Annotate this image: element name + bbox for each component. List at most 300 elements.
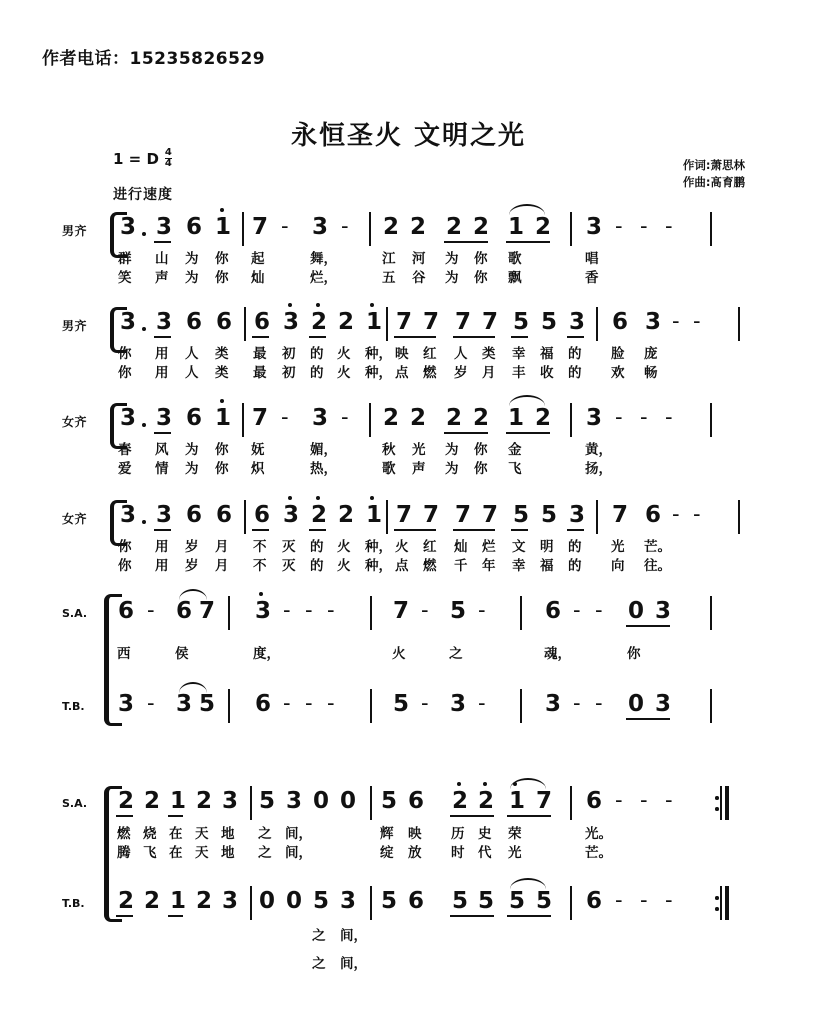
lyric-syllable: 的 [310,539,324,555]
lyric-syllable: 灿 [454,539,468,555]
lyric-syllable: 向 [611,558,625,574]
lyric-syllable: 地 [221,826,235,842]
lyric-syllable: 火 [392,646,406,662]
voice-label-tb-2: T.B. [62,897,85,910]
note: 3 [340,888,357,914]
beam [506,432,550,434]
lyric-syllable: 在 [169,826,183,842]
note: 6 [216,309,233,335]
barline [570,886,572,920]
lyric-syllable: 之 [449,646,463,662]
repeat-thick-line [725,886,729,920]
note: 2 [473,214,490,240]
time-signature [165,148,172,169]
note: 0 [313,788,330,814]
lyric-syllable: 年 [482,558,496,574]
barline [570,786,572,820]
time-denominator: 4 [164,158,172,169]
author-phone: 作者电话：15235826529 [42,49,266,69]
voice-label-male-2: 男齐 [62,319,88,333]
lyric-syllable: 月 [482,365,496,381]
barline [570,212,572,246]
lyric-syllable: 史 [478,826,492,842]
note: 6 [586,888,603,914]
note: 7 [482,502,499,528]
lyric-syllable: 类 [215,346,229,362]
lyric-syllable: 庞 [644,346,658,362]
note: 7 [612,502,629,528]
lyric-syllable: 初 [282,346,296,362]
voice-label-female-1: 女齐 [62,415,88,429]
note: - [421,598,429,622]
lyric-syllable: 炽 [251,461,265,477]
lyric-syllable: 地 [221,845,235,861]
barline [369,212,371,246]
note: 3 [545,691,562,717]
note: - [478,598,486,622]
note: 2 [446,214,463,240]
voice-label-sa-2: S.A. [62,797,87,810]
barline [370,689,372,723]
note: 3 [655,598,672,624]
note: 7 [536,788,553,814]
repeat-thin-line [720,786,722,820]
note: - [281,405,289,429]
note: 2 [196,788,213,814]
beam [626,625,670,627]
note: 1 [215,405,232,431]
note: - [615,788,623,812]
beam [309,529,326,531]
barline [570,403,572,437]
note: 3 [586,214,603,240]
repeat-dot [715,907,719,911]
lyric-syllable: 你 [215,270,229,286]
lyric-syllable: 用 [155,539,169,555]
lyric-syllable: 燃 [117,826,131,842]
note: 6 [254,502,271,528]
note: - [421,691,429,715]
lyric-syllable: 初 [282,365,296,381]
beam [394,529,436,531]
beam [626,718,670,720]
note: 5 [509,888,526,914]
lyric-syllable: 光。 [585,826,612,842]
note: 2 [478,788,495,814]
note: - [665,888,673,912]
barline [244,307,246,341]
note: - [640,888,648,912]
voice-label-sa-1: S.A. [62,607,87,620]
barline [596,307,598,341]
beam [444,432,488,434]
lyric-syllable: 灭 [282,558,296,574]
note: 5 [513,502,530,528]
lyric-syllable: 声 [155,270,169,286]
note: - [693,502,701,526]
lyric-syllable: 代 [478,845,492,861]
lyric-syllable: 情 [155,461,169,477]
barline [370,886,372,920]
lyric-syllable: 最 [253,346,267,362]
lyric-syllable: 往。 [644,558,671,574]
lyric-syllable: 种， [365,558,392,574]
lyric-syllable: 为 [185,251,199,267]
note: 2 [446,405,463,431]
lyric-syllable: 你 [627,646,641,662]
note: 3 [120,214,137,240]
note: 7 [455,502,472,528]
note: 7 [252,214,269,240]
note: - [573,598,581,622]
note: 6 [186,405,203,431]
lyric-syllable: 的 [310,558,324,574]
note: - [665,214,673,238]
lyric-syllable: 用 [155,365,169,381]
note: 2 [196,888,213,914]
barline [710,403,712,437]
note: - [595,691,603,715]
barline [370,596,372,630]
beam [168,815,183,817]
note: 3 [312,214,329,240]
note: 3 [176,691,193,717]
note: 6 [186,214,203,240]
lyric-syllable: 的 [310,365,324,381]
lyric-syllable: 种， [365,365,392,381]
beam [154,336,171,338]
note: - [305,598,313,622]
lyric-syllable: 唱 [585,251,599,267]
beam [567,336,584,338]
note: 6 [645,502,662,528]
barline [250,786,252,820]
note: 3 [450,691,467,717]
lyric-syllable: 明 [540,539,554,555]
lyric-syllable: 间， [340,956,367,972]
lyric-syllable: 飘 [508,270,522,286]
lyric-syllable: 山 [155,251,169,267]
lyric-syllable: 黄， [585,442,612,458]
octave-dot-high [259,592,263,596]
lyric-syllable: 幸 [512,558,526,574]
note: 0 [628,598,645,624]
note: 7 [252,405,269,431]
note: 3 [645,309,662,335]
lyric-syllable: 火 [337,539,351,555]
beam [507,915,551,917]
lyric-syllable: 放 [408,845,422,861]
barline [386,500,388,534]
barline [710,596,712,630]
note: 2 [383,405,400,431]
beam [168,915,183,917]
lyric-syllable: 光 [611,539,625,555]
note: 2 [410,214,427,240]
beam [252,336,269,338]
barline [228,689,230,723]
lyric-syllable: 岁 [454,365,468,381]
lyric-syllable: 福 [540,558,554,574]
lyric-syllable: 烧 [143,826,157,842]
lyric-syllable: 烂， [310,270,337,286]
lyric-syllable: 脸 [611,346,625,362]
note: - [478,691,486,715]
note: 3 [569,309,586,335]
lyric-syllable: 畅 [644,365,658,381]
lyric-syllable: 河 [412,251,426,267]
lyric-syllable: 种， [365,346,392,362]
note: 1 [366,502,383,528]
note: 0 [340,788,357,814]
page-title: 永恒圣火 文明之光 [290,121,527,151]
note: - [283,598,291,622]
note: 2 [144,788,161,814]
lyric-syllable: 荣 [508,826,522,842]
note: 6 [408,888,425,914]
octave-dot-high [316,303,320,307]
lyric-syllable: 笑 [118,270,132,286]
note: - [327,598,335,622]
lyric-syllable: 间， [285,826,312,842]
note: 6 [254,309,271,335]
lyric-syllable: 间， [285,845,312,861]
beam [154,529,171,531]
lyric-syllable: 映 [408,826,422,842]
lyric-syllable: 的 [568,558,582,574]
note: 7 [423,502,440,528]
augmentation-dot [142,327,146,331]
note: 1 [508,405,525,431]
note: 1 [508,214,525,240]
note: 3 [120,405,137,431]
beam [567,529,584,531]
lyric-syllable: 火 [395,539,409,555]
note: 6 [186,502,203,528]
note: 3 [286,788,303,814]
note: - [672,309,680,333]
augmentation-dot [142,520,146,524]
note: 3 [586,405,603,431]
note: 5 [313,888,330,914]
lyric-syllable: 用 [155,558,169,574]
barline [710,689,712,723]
lyric-syllable: 你 [474,251,488,267]
lyric-syllable: 芒。 [644,539,671,555]
barline [710,212,712,246]
note: 2 [338,309,355,335]
note: 2 [311,502,328,528]
lyric-syllable: 时 [451,845,465,861]
lyric-syllable: 媚， [310,442,337,458]
lyric-syllable: 舞， [310,251,337,267]
note: 1 [170,788,187,814]
time-numerator: 4 [164,147,172,158]
lyric-syllable: 之 [312,956,326,972]
tie-slur [510,878,546,889]
repeat-dot [715,896,719,900]
note: 6 [216,502,233,528]
barline [738,500,740,534]
lyric-syllable: 起 [251,251,265,267]
barline [738,307,740,341]
note: 3 [569,502,586,528]
lyric-syllable: 你 [118,365,132,381]
note: 5 [199,691,216,717]
barline [386,307,388,341]
lyric-syllable: 声 [412,461,426,477]
beam [511,336,528,338]
lyric-syllable: 在 [169,845,183,861]
lyric-syllable: 火 [337,346,351,362]
note: - [665,788,673,812]
note: 6 [176,598,193,624]
barline [520,689,522,723]
repeat-dot [715,807,719,811]
lyric-syllable: 间， [340,928,367,944]
note: - [147,598,155,622]
lyric-syllable: 之 [312,928,326,944]
note: 7 [482,309,499,335]
note: - [341,405,349,429]
voice-label-female-2: 女齐 [62,512,88,526]
barline [242,403,244,437]
key-text: 1 = D [113,150,159,168]
tie-slur [510,778,546,789]
lyric-syllable: 火 [337,365,351,381]
tie-slur [509,204,545,215]
note: 6 [586,788,603,814]
note: 6 [118,598,135,624]
note: - [341,214,349,238]
lyric-syllable: 映 [395,346,409,362]
beam [154,241,171,243]
beam [453,529,495,531]
lyric-syllable: 燃 [423,558,437,574]
note: 5 [541,309,558,335]
note: 2 [410,405,427,431]
note: - [665,405,673,429]
note: 3 [222,788,239,814]
note: 5 [452,888,469,914]
lyric-syllable: 不 [253,558,267,574]
lyric-syllable: 芒。 [585,845,612,861]
octave-dot-high [220,399,224,403]
beam [511,529,528,531]
note: 6 [255,691,272,717]
note: - [640,788,648,812]
lyric-syllable: 金 [508,442,522,458]
repeat-end-barline [718,886,732,920]
note: 3 [156,502,173,528]
lyric-syllable: 历 [451,826,465,842]
lyric-syllable: 种， [365,539,392,555]
note: 2 [383,214,400,240]
octave-dot-high [483,782,487,786]
barline [370,786,372,820]
note: 7 [423,309,440,335]
lyric-syllable: 类 [482,346,496,362]
beam [450,815,494,817]
lyric-syllable: 侯 [175,646,189,662]
note: - [147,691,155,715]
lyric-syllable: 你 [474,270,488,286]
lyric-syllable: 的 [568,365,582,381]
lyric-syllable: 飞 [508,461,522,477]
note: 5 [381,888,398,914]
note: - [327,691,335,715]
octave-dot-high [457,782,461,786]
lyric-syllable: 五 [382,270,396,286]
note: 2 [473,405,490,431]
note: 3 [120,502,137,528]
note: 7 [393,598,410,624]
octave-dot-high [370,496,374,500]
lyric-syllable: 你 [474,442,488,458]
lyric-syllable: 岁 [185,558,199,574]
repeat-thin-line [720,886,722,920]
lyric-syllable: 谷 [412,270,426,286]
barline [228,596,230,630]
lyric-syllable: 的 [568,539,582,555]
lyric-syllable: 你 [118,539,132,555]
lyric-syllable: 歌 [382,461,396,477]
note: 3 [156,214,173,240]
lyric-syllable: 你 [215,251,229,267]
repeat-end-barline [718,786,732,820]
note: 1 [170,888,187,914]
lyric-syllable: 天 [195,826,209,842]
lyric-syllable: 你 [474,461,488,477]
note: 3 [283,502,300,528]
beam [252,529,269,531]
lyric-syllable: 灿 [251,270,265,286]
octave-dot-high [220,208,224,212]
octave-dot-high [316,496,320,500]
key-signature [113,148,172,169]
lyric-syllable: 光 [412,442,426,458]
lyric-syllable: 绽 [380,845,394,861]
note: 1 [215,214,232,240]
lyric-syllable: 你 [215,461,229,477]
composer: 作曲:髙育鹏 [682,174,745,189]
barline [244,500,246,534]
note: - [595,598,603,622]
note: 2 [338,502,355,528]
lyric-syllable: 用 [155,346,169,362]
note: - [640,214,648,238]
lyric-syllable: 妩 [251,442,265,458]
beam [507,815,551,817]
lyric-syllable: 度， [253,646,280,662]
lyric-syllable: 腾 [117,845,131,861]
lyric-syllable: 点 [395,558,409,574]
lyric-syllable: 点 [395,365,409,381]
beam [116,815,133,817]
note: - [693,309,701,333]
repeat-dot [715,796,719,800]
lyric-syllable: 扬， [585,461,612,477]
lyric-syllable: 月 [215,558,229,574]
octave-dot-high [288,496,292,500]
lyric-syllable: 为 [185,270,199,286]
lyric-syllable: 火 [337,558,351,574]
lyric-syllable: 人 [185,365,199,381]
note: 6 [408,788,425,814]
lyric-syllable: 收 [540,365,554,381]
note: 5 [259,788,276,814]
lyric-syllable: 月 [215,539,229,555]
